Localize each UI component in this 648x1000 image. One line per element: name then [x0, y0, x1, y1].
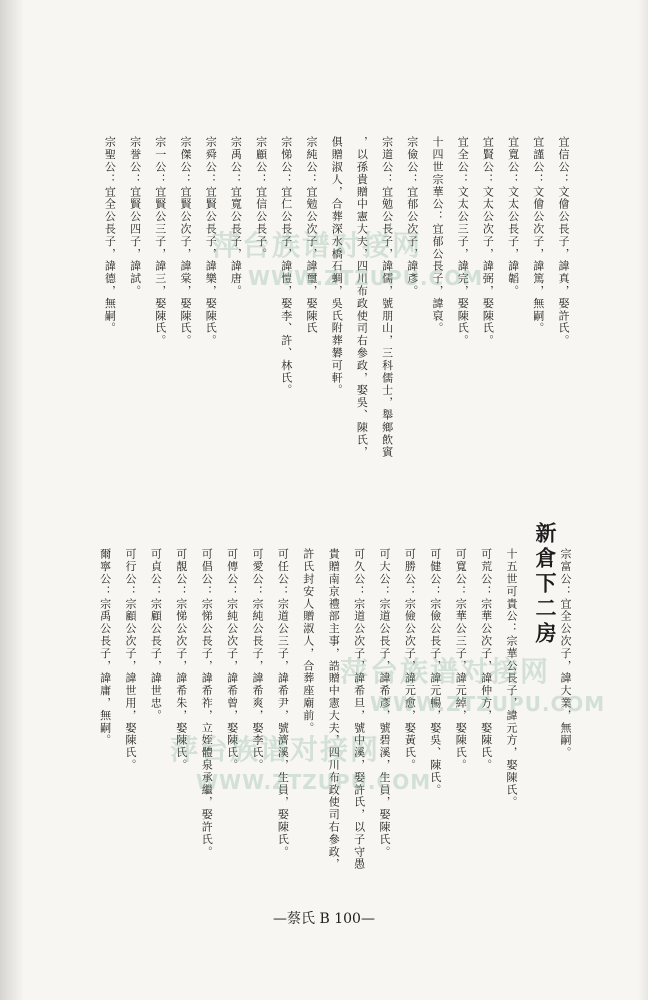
upper-entry: 宗聖公：宜全公長子，諱德，無嗣。	[103, 136, 117, 335]
upper-entry: 宗純公：宜勉公次子，諱璽，娶陳氏	[305, 136, 318, 335]
upper-entry: 宗一公：宜賢公三子，諱三，娶陳氏。	[153, 136, 167, 347]
lower-entry: 可大公：宗道公長子，諱希彥，號碧溪，生員，娶陳氏。	[378, 548, 391, 858]
upper-entry: 宜全公：文太公三子，諱完，娶陳氏。	[456, 136, 470, 347]
lower-entry: 可靚公：宗悌公次子，諱希朱，娶陳氏。	[174, 548, 188, 772]
upper-entry: 宜謹公：文儈公次子，諱篤，無嗣。	[531, 136, 545, 335]
upper-entry: 宗儉公：宜郁公次子，諱彥。	[405, 136, 419, 298]
binding-shadow	[0, 0, 24, 1000]
upper-entry: 宜寬公：文太公長子，諱韜。	[506, 136, 520, 298]
upper-entry: 宗悌公：宜仁公長子，諱愷，娶李、許、林氏。	[279, 136, 293, 397]
lower-entry: 可健公：宗儉公長子，諱元暢，娶吳、陳氏。	[428, 548, 442, 796]
upper-entry: 宜信公：文儈公長子，諱真，娶許氏。	[557, 136, 570, 347]
lower-entry: 可寬公：宗華公三子，諱元綽，娶陳氏。	[454, 548, 468, 772]
upper-entry: 宜賢公：文太公次子，諱弼，娶陳氏。	[481, 136, 495, 347]
watermark-text: 萍台族谱对接网	[212, 229, 423, 262]
lower-entry: 貴贈南京禮部主事，誥贈中憲大夫，四川布政使司右參政，	[327, 548, 341, 871]
upper-entry: 宗傑公：宜賢公次子，諱棠，娶陳氏。	[179, 136, 192, 347]
lower-entry: 可貞公：宗顧公長子，諱世忠。	[149, 548, 163, 722]
lower-entry: 十五世可貴公：宗華公長子，諱元方，娶陳氏。	[505, 548, 518, 809]
scan-edge	[638, 0, 648, 1000]
upper-entry: 宗顧公：宜信公長子。	[254, 136, 268, 260]
lower-entry: 可荒公：宗華公次子，諱仲方，娶陳氏。	[479, 548, 493, 772]
watermark-url: WWW.ZTZUPU.COM	[248, 266, 484, 290]
upper-entry: 十四世宗華公：宜郁公長子，諱裒。	[431, 136, 444, 335]
lower-entry: 可愛公：宗純公長子，諱希爽，娶李氏。	[251, 548, 264, 772]
upper-entry: 宗舜公：宜賢公長子，諱樂，娶陳氏。	[204, 136, 218, 347]
lower-entry: 可傳公：宗純公次子，諱希曾，娶陳氏。	[225, 548, 239, 772]
lower-entry: 可勝公：宗儉公次子，諱元愈，娶黃氏。	[403, 548, 417, 772]
watermark-url-lower: WWW.ZTZUPU.COM	[370, 692, 606, 716]
lower-entry: 爾寧公：宗禹公長子，諱庸，無嗣。	[98, 548, 112, 747]
upper-entry: 宗誉公：宜賢公四子，諱試。	[128, 136, 142, 298]
lower-entry: 可行公：宗顧公次子，諱世用，娶陳氏。	[124, 548, 137, 772]
upper-entry: 宗道公：宜勉公長子，諱儒，號朋山，三科儒士，舉鄉飲賓	[380, 136, 394, 459]
watermark-text-bottom: 萍台族谱对接网	[170, 733, 381, 766]
lower-entry: 可久公：宗道公次子，諱希旦，號中溪，娶許氏，以子守愚	[352, 548, 366, 871]
page-footer: —蔡氏 B 100—	[273, 911, 375, 927]
lower-entry: 許氏封安人贈淑人，合葬座廟前。	[301, 548, 315, 734]
watermark-url-bottom: WWW.ZTZUPU.COM	[196, 770, 432, 794]
section-heading: 新倉下二房	[533, 522, 558, 647]
upper-entry: 俱贈淑人，合葬深水橋石蜩，吳氏附葬礬可軒。	[330, 136, 344, 397]
upper-entry: 宗禹公：宜寬公長子，諱唐。	[229, 136, 243, 298]
lower-entry: 可倡公：宗悌公長子，諱希祚，立姪體泉承繼，娶許氏。	[200, 548, 214, 858]
upper-entry: ，以孫貴贈中憲大夫，四川布政使司右參政，娶吳、陳氏，	[355, 136, 369, 459]
lower-first-entry: 宗富公：宜全公次子，諱大業，無嗣。	[559, 548, 572, 759]
lower-entry: 可任公：宗道公三子，諱希尹，號濟溪，生員，娶陳氏。	[276, 548, 290, 858]
watermark-text-lower: 萍台族谱对接网	[340, 655, 551, 688]
